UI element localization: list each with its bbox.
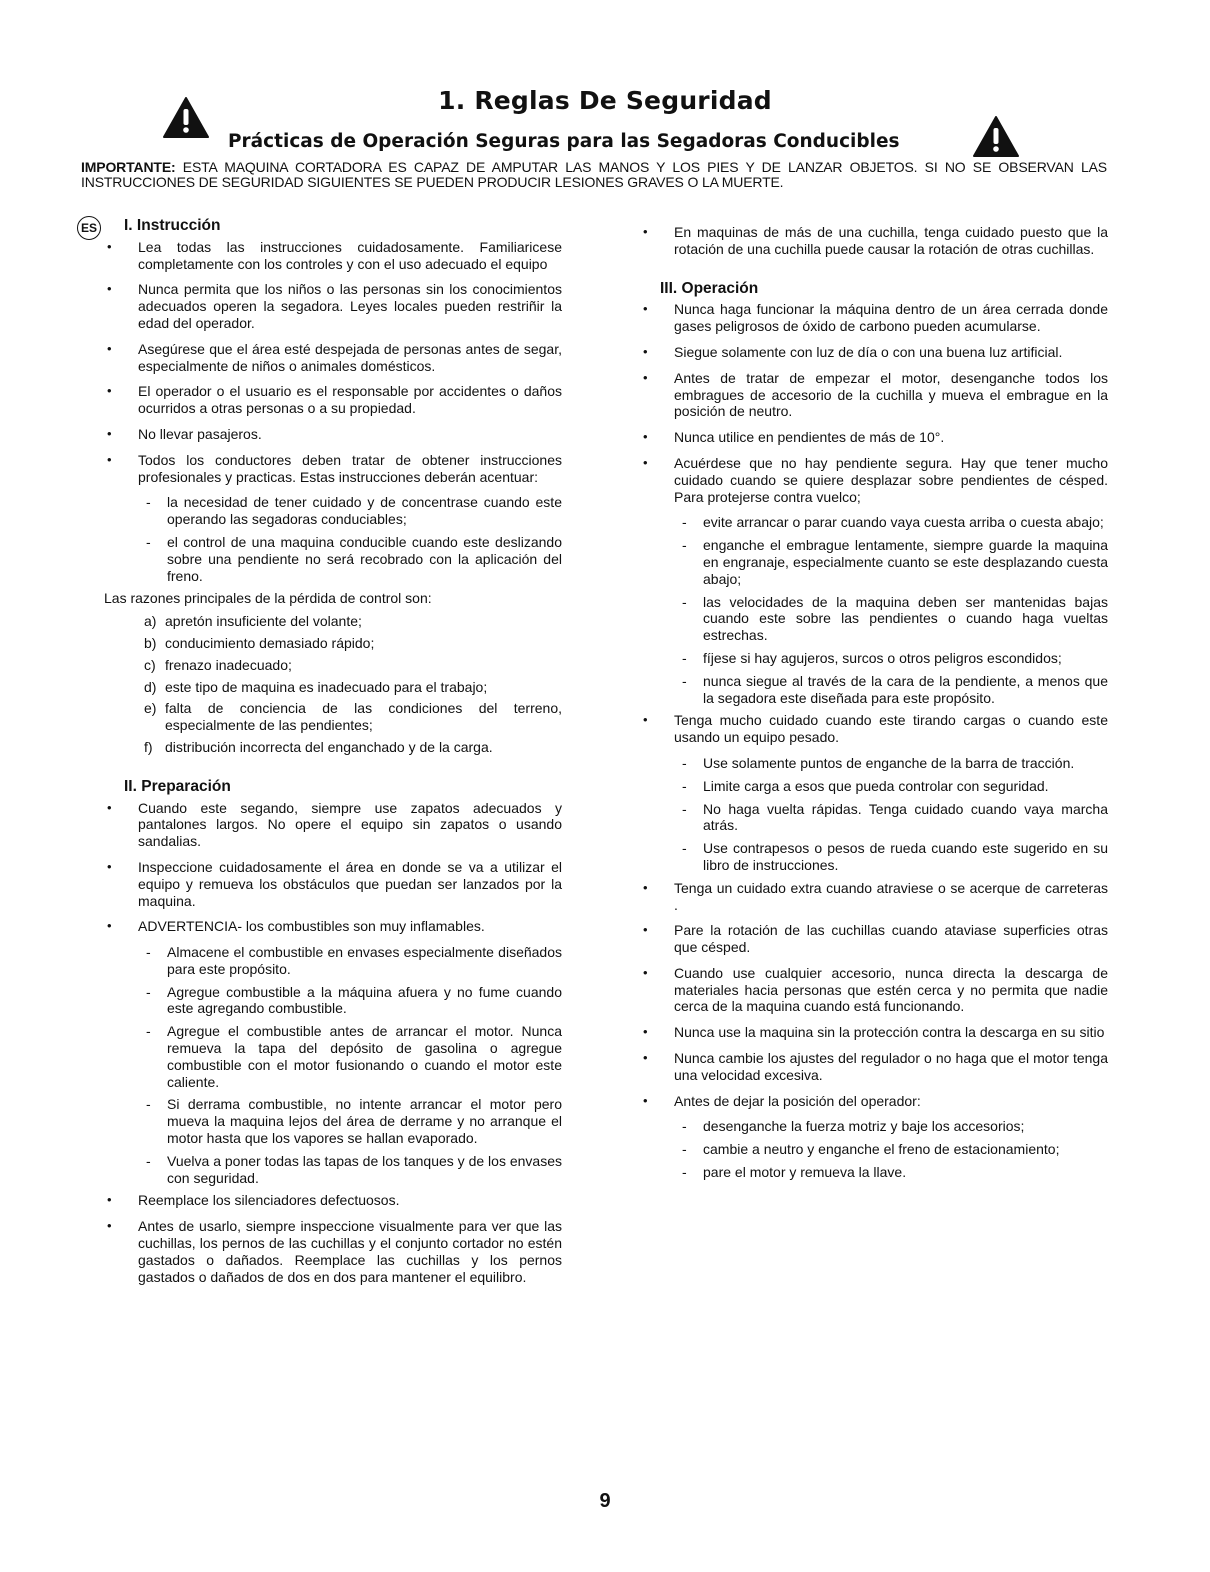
list-item: • Antes de dejar la posición del operador: (640, 1093, 1108, 1110)
sub-list-item: - Use solamente puntos de enganche de la barra de tracción. (640, 755, 1108, 772)
lettered-item: c) frenazo inadecuado; (144, 656, 292, 673)
list-item: • Nunca cambie los ajustes del regulador o no haga que el motor tenga una velocidad excesiva. (640, 1050, 1108, 1084)
sub-list-item: - pare el motor y remueva la llave. (640, 1164, 1108, 1181)
sub-list-item: - Almacene el combustible en envases especialmente diseñados para este propósito. (104, 944, 562, 978)
left-column (80, 217, 562, 1294)
list-item: • Inspeccione cuidadosamente el área en donde se va a utilizar el equipo y remueva los obstáculos que puedan ser lanzados por la maquina. (104, 859, 562, 909)
list-item: • Pare la rotación de las cuchillas cuando ataviase superficies otras que césped. (640, 922, 1108, 956)
section-title: I. Instrucción (124, 217, 221, 234)
list-item: • Reemplace los silenciadores defectuosos. (104, 1192, 562, 1209)
list-item: • Asegúrese que el área esté despejada de personas antes de segar, especialmente de niños o animales domésticos. (104, 341, 562, 375)
warning-triangle-icon (972, 115, 1020, 159)
sub-list-item: - desenganche la fuerza motriz y baje los accesorios; (640, 1118, 1108, 1135)
sub-list-item: - No haga vuelta rápidas. Tenga cuidado cuando vaya marcha atrás. (640, 801, 1108, 835)
important-notice (81, 160, 1107, 190)
lettered-item: e) falta de conciencia de las condiciones del terreno, especialmente de las pendientes; (144, 700, 562, 734)
list-item: • Todos los conductores deben tratar de obtener instrucciones profesionales y practicas. Estas instrucciones deberán acentuar: (104, 452, 562, 486)
list-item: • Cuando este segando, siempre use zapatos adecuados y pantalones largos. No opere el equipo sin zapatos o usando sandalias. (104, 800, 562, 850)
sub-list-item: - nunca siegue al través de la cara de la pendiente, a menos que la segadora este diseñada para este propósito. (640, 673, 1108, 707)
list-item: • Nunca permita que los niños o las personas sin los conocimientos adecuados operen la segadora. Leyes locales pueden restriñir la edad del operador. (104, 281, 562, 331)
list-item: • Lea todas las instrucciones cuidadosamente. Familiaricese completamente con los controles y con el uso adecuado el equipo (104, 239, 562, 273)
sub-list-item: - fíjese si hay agujeros, surcos o otros peligros escondidos; (640, 650, 1108, 667)
page-number: 9 (599, 1490, 611, 1512)
section-title: II. Preparación (124, 777, 231, 795)
list-item: • No llevar pasajeros. (104, 426, 562, 443)
sub-list-item: - la necesidad de tener cuidado y de concentrase cuando este operando las segadoras conduciables; (104, 494, 562, 528)
sub-list-item: - el control de una maquina conducible cuando este deslizando sobre una pendiente no será recobrado con la aplicación del freno. (104, 534, 562, 584)
section-title: III. Operación (660, 279, 759, 297)
list-item: • Cuando use cualquier accesorio, nunca directa la descarga de materiales hacia personas que estén cerca y no permita que nadie cerca de la maquina cuando está funcionando. (640, 965, 1108, 1015)
sub-list-item: - las velocidades de la maquina deben ser mantenidas bajas cuando este sobre las pendientes o cuando haga vueltas estrechas. (640, 594, 1108, 644)
important-text: ESTA MAQUINA CORTADORA ES CAPAZ DE AMPUTAR LAS MANOS Y LOS PIES Y DE LANZAR OBJETOS. SI NO SE OBSERVAN LAS INSTRUCCIONES DE SEGURIDAD SIGUIENTES SE PUEDEN PRODUCIR LESIONES GRAVES O LA MUERTE. (81, 159, 1107, 190)
list-item: • Nunca utilice en pendientes de más de 10°. (640, 429, 1108, 446)
es-language-icon: ES (77, 216, 101, 240)
paragraph: Las razones principales de la pérdida de control son: (104, 590, 432, 607)
list-item: • Antes de tratar de empezar el motor, desenganche todos los embragues de accesorio de la cuchilla y mueva el embrague en la posición de neutro. (640, 370, 1108, 420)
sub-list-item: - Agregue el combustible antes de arrancar el motor. Nunca remueva la tapa del depósito de gasolina o agregue combustible con el motor fusionando o cuando el motor este caliente. (104, 1023, 562, 1090)
sub-list-item: - Agregue combustible a la máquina afuera y no fume cuando este agregando combustible. (104, 984, 562, 1018)
sub-list-item: - Vuelva a poner todas las tapas de los tanques y de los envases con seguridad. (104, 1153, 562, 1187)
list-item: • Nunca haga funcionar la máquina dentro de un área cerrada donde gases peligrosos de óxido de carbono pueden acumularse. (640, 301, 1108, 335)
lettered-item: a) apretón insuficiente del volante; (144, 613, 362, 630)
list-item: • Nunca use la maquina sin la protección contra la descarga en su sitio (640, 1024, 1108, 1041)
lettered-item: f) distribución incorrecta del enganchado y de la carga. (144, 738, 493, 755)
list-item: • Siegue solamente con luz de día o con una buena luz artificial. (640, 344, 1108, 361)
section-heading (80, 217, 562, 235)
sub-list-item: - Si derrama combustible, no intente arrancar el motor pero mueva la maquina lejos del área de derrame y no arranque el motor hasta que los vapores se hallan evaporado. (104, 1096, 562, 1146)
sub-list-item: - Limite carga a esos que pueda controlar con seguridad. (640, 778, 1108, 795)
list-item: • Tenga un cuidado extra cuando atraviese o se acerque de carreteras . (640, 880, 1108, 914)
page-subtitle: Prácticas de Operación Seguras para las Segadoras Conducibles (228, 131, 900, 152)
list-item: • En maquinas de más de una cuchilla, tenga cuidado puesto que la rotación de una cuchilla puede causar la rotación de otras cuchillas. (640, 224, 1108, 258)
list-item: • Acuérdese que no hay pendiente segura. Hay que tener mucho cuidado cuando se quiere desplazar sobre pendientes de césped. Para protejerse contra vuelco; (640, 455, 1108, 505)
list-item: • Antes de usarlo, siempre inspeccione visualmente para ver que las cuchillas, los pernos de las cuchillas y el conjunto cortador no estén gastados o dañados. Reemplace las cuchillas y los pernos gastados o dañados de dos en dos para mantener el equilibro. (104, 1218, 562, 1285)
important-label: IMPORTANTE: (81, 159, 176, 175)
list-item: • El operador o el usuario es el responsable por accidentes o daños ocurridos a otras personas o a su propiedad. (104, 383, 562, 417)
page-title: 1. Reglas De Seguridad (438, 86, 772, 115)
sub-list-item: - Use contrapesos o pesos de rueda cuando este sugerido en su libro de instrucciones. (640, 840, 1108, 874)
lettered-item: d) este tipo de maquina es inadecuado para el trabajo; (144, 678, 488, 695)
list-item: • ADVERTENCIA- los combustibles son muy inflamables. (104, 918, 562, 935)
sub-list-item: - cambie a neutro y enganche el freno de estacionamiento; (640, 1141, 1108, 1158)
list-item: • Tenga mucho cuidado cuando este tirando cargas o cuando este usando un equipo pesado. (640, 712, 1108, 746)
right-column (640, 224, 1108, 1187)
sub-list-item: - evite arrancar o parar cuando vaya cuesta arriba o cuesta abajo; (640, 514, 1108, 531)
sub-list-item: - enganche el embrague lentamente, siempre guarde la maquina en engranaje, especialmente cuanto se este desplazando cuesta abajo; (640, 537, 1108, 587)
lettered-item: b) conducimiento demasiado rápido; (144, 634, 375, 651)
